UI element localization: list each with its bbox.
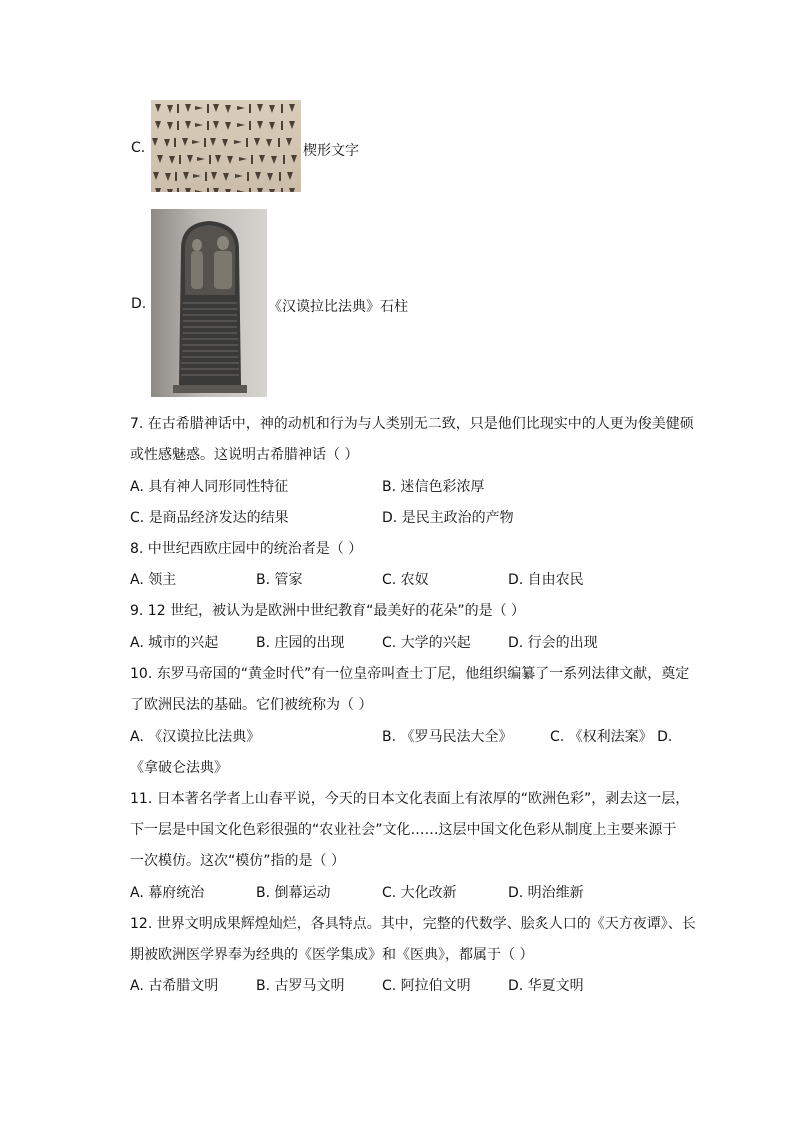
q10-option-a: A. 《汉谟拉比法典》 bbox=[130, 729, 261, 745]
q11-stem-line1: 11. 日本著名学者上山春平说，今天的日本文化表面上有浓厚的“欧洲色彩”，剥去这一层， bbox=[130, 791, 690, 807]
q7-option-a: A. 具有神人同形同性特征 bbox=[130, 479, 289, 495]
q8-option-b: B. 管家 bbox=[256, 572, 303, 588]
q10-stem-line1: 10. 东罗马帝国的“黄金时代”有一位皇帝叫查士丁尼，他组织编纂了一系列法律文献，奠定 bbox=[130, 666, 690, 682]
q11-stem-line3: 一次模仿。这次“模仿”指的是（ ） bbox=[130, 853, 345, 869]
q12-option-b: B. 古罗马文明 bbox=[256, 978, 345, 994]
q8-option-d: D. 自由农民 bbox=[508, 572, 584, 588]
q9-option-a: A. 城市的兴起 bbox=[130, 635, 219, 651]
q6-option-d-letter: D. bbox=[131, 296, 147, 312]
q12-option-c: C. 阿拉伯文明 bbox=[382, 978, 471, 994]
q12-stem-line2: 期被欧洲医学界奉为经典的《医学集成》和《医典》，都属于（ ） bbox=[130, 947, 534, 963]
q7-option-d: D. 是民主政治的产物 bbox=[382, 510, 514, 526]
q7-option-c: C. 是商品经济发达的结果 bbox=[130, 510, 289, 526]
q10-stem-line2: 了欧洲民法的基础。它们被统称为（ ） bbox=[130, 697, 373, 713]
q9-option-b: B. 庄园的出现 bbox=[256, 635, 345, 651]
hammurabi-stele-image bbox=[151, 209, 267, 397]
q9-stem: 9. 12 世纪，被认为是欧洲中世纪教育“最美好的花朵”的是（ ） bbox=[130, 603, 526, 619]
q8-stem: 8. 中世纪西欧庄园中的统治者是（ ） bbox=[130, 541, 363, 557]
q8-option-c: C. 农奴 bbox=[382, 572, 429, 588]
q7-stem-line1: 7. 在古希腊神话中，神的动机和行为与人类别无二致，只是他们比现实中的人更为俊美健硕 bbox=[130, 416, 694, 432]
q11-option-d: D. 明治维新 bbox=[508, 885, 584, 901]
q11-stem-line2: 下一层是中国文化色彩很强的“农业社会”文化……这层中国文化色彩从制度上主要来源于 bbox=[130, 822, 677, 838]
q6-option-c-caption: 楔形文字 bbox=[303, 143, 359, 159]
q8-option-a: A. 领主 bbox=[130, 572, 177, 588]
q11-option-a: A. 幕府统治 bbox=[130, 885, 205, 901]
q12-option-d: D. 华夏文明 bbox=[508, 978, 584, 994]
q7-option-b: B. 迷信色彩浓厚 bbox=[382, 479, 485, 495]
q10-option-d: 《拿破仑法典》 bbox=[130, 760, 228, 776]
q10-option-b: B. 《罗马民法大全》 bbox=[382, 729, 513, 745]
q6-option-c-letter: C. bbox=[131, 140, 146, 156]
q11-option-b: B. 倒幕运动 bbox=[256, 885, 331, 901]
q12-stem-line1: 12. 世界文明成果辉煌灿烂，各具特点。其中，完整的代数学、脍炙人口的《天方夜谭》、长 bbox=[130, 916, 696, 932]
q11-option-c: C. 大化改新 bbox=[382, 885, 457, 901]
cuneiform-wedges-icon bbox=[151, 100, 301, 192]
q12-option-a: A. 古希腊文明 bbox=[130, 978, 219, 994]
stele-icon bbox=[151, 209, 267, 397]
q7-stem-line2: 或性感魅惑。这说明古希腊神话（ ） bbox=[130, 447, 359, 463]
q10-option-c: C. 《权利法案》 D. bbox=[550, 729, 673, 745]
cuneiform-tablet-image bbox=[151, 100, 301, 192]
q9-option-c: C. 大学的兴起 bbox=[382, 635, 471, 651]
q6-option-d-caption: 《汉谟拉比法典》石柱 bbox=[268, 299, 408, 315]
q9-option-d: D. 行会的出现 bbox=[508, 635, 598, 651]
